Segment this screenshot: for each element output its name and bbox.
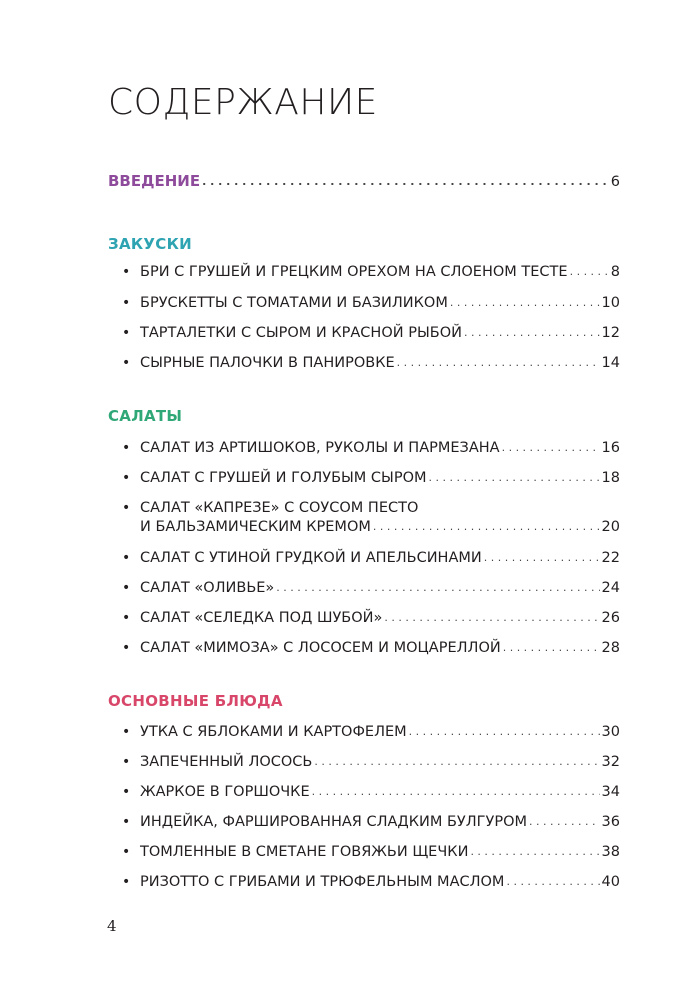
- toc-entry-label: ТАРТАЛЕТКИ С СЫРОМ И КРАСНОЙ РЫБОЙ: [140, 325, 462, 341]
- toc-page-number: 24: [601, 580, 620, 596]
- toc-entry-label: САЛАТ «ОЛИВЬЕ»: [140, 580, 275, 596]
- toc-page-number: 22: [601, 550, 620, 566]
- leader-dots: [409, 723, 600, 740]
- leader-dots: [529, 813, 600, 830]
- toc-entry-label: САЛАТ «СЕЛЕДКА ПОД ШУБОЙ»: [140, 610, 383, 626]
- toc-page-number: 12: [601, 325, 620, 341]
- toc-entry[interactable]: [140, 610, 620, 627]
- leader-dots: [373, 518, 600, 535]
- leader-dots: [384, 609, 599, 626]
- bullet: •: [122, 640, 131, 656]
- toc-page-number: 16: [601, 440, 620, 456]
- section-heading-mains: ОСНОВНЫЕ БЛЮДА: [108, 692, 283, 710]
- toc-entry[interactable]: [140, 325, 620, 342]
- leader-dots: [470, 843, 599, 860]
- toc-entry[interactable]: [140, 754, 620, 771]
- toc-entry[interactable]: [140, 844, 620, 861]
- toc-page-number: 18: [601, 470, 620, 486]
- bullet: •: [122, 440, 131, 456]
- toc-intro-label: ВВЕДЕНИЕ: [108, 172, 201, 190]
- toc-entry[interactable]: [140, 295, 620, 312]
- leader-dots: [570, 263, 609, 280]
- leader-dots: [276, 579, 599, 596]
- leader-dots: [397, 354, 600, 371]
- toc-entry-label: САЛАТ «МИМОЗА» С ЛОСОСЕМ И МОЦАРЕЛЛОЙ: [140, 640, 501, 656]
- bullet: •: [122, 844, 131, 860]
- toc-entry-label: ТОМЛЕННЫЕ В СМЕТАНЕ ГОВЯЖЬИ ЩЕЧКИ: [140, 844, 469, 860]
- toc-entry-label: РИЗОТТО С ГРИБАМИ И ТРЮФЕЛЬНЫМ МАСЛОМ: [140, 874, 505, 890]
- toc-entry[interactable]: [140, 580, 620, 597]
- bullet: •: [122, 784, 131, 800]
- toc-entry-intro[interactable]: [108, 173, 620, 191]
- leader-dots: [450, 294, 600, 311]
- leader-dots: [429, 469, 600, 486]
- toc-entry[interactable]: [140, 264, 620, 281]
- bullet: •: [122, 874, 131, 890]
- section-heading-salads: САЛАТЫ: [108, 407, 183, 425]
- bullet: •: [122, 295, 131, 311]
- bullet: •: [122, 325, 131, 341]
- toc-entry-label: ИНДЕЙКА, ФАРШИРОВАННАЯ СЛАДКИМ БУЛГУРОМ: [140, 814, 528, 830]
- toc-entry[interactable]: [140, 874, 620, 891]
- bullet: •: [122, 754, 131, 770]
- toc-page-number: 36: [601, 814, 620, 830]
- toc-entry-label: И БАЛЬЗАМИЧЕСКИМ КРЕМОМ: [140, 519, 371, 535]
- toc-entry-label: САЛАТ С УТИНОЙ ГРУДКОЙ И АПЕЛЬСИНАМИ: [140, 550, 482, 566]
- toc-entry-label: САЛАТ С ГРУШЕЙ И ГОЛУБЫМ СЫРОМ: [140, 470, 427, 486]
- toc-page-number: 40: [601, 874, 620, 890]
- toc-entry[interactable]: [140, 784, 620, 801]
- toc-entry-label: САЛАТ ИЗ АРТИШОКОВ, РУКОЛЫ И ПАРМЕЗАНА: [140, 440, 500, 456]
- toc-entry-label: БРУСКЕТТЫ С ТОМАТАМИ И БАЗИЛИКОМ: [140, 295, 448, 311]
- toc-entry[interactable]: [140, 519, 620, 536]
- toc-entry-label-line1[interactable]: САЛАТ «КАПРЕЗЕ» С СОУСОМ ПЕСТО: [140, 500, 419, 516]
- toc-page-number: 8: [610, 264, 620, 280]
- toc-entry-label: ЖАРКОЕ В ГОРШОЧКЕ: [140, 784, 310, 800]
- toc-entry[interactable]: [140, 440, 620, 457]
- toc-page-number: 30: [601, 724, 620, 740]
- toc-page-number: 28: [601, 640, 620, 656]
- bullet: •: [122, 264, 131, 280]
- bullet: •: [122, 500, 131, 516]
- toc-entry-label: БРИ С ГРУШЕЙ И ГРЕЦКИМ ОРЕХОМ НА СЛОЕНОМ ТЕСТЕ: [140, 264, 568, 280]
- toc-entry-label: СЫРНЫЕ ПАЛОЧКИ В ПАНИРОВКЕ: [140, 355, 395, 371]
- bullet: •: [122, 724, 131, 740]
- bullet: •: [122, 610, 131, 626]
- bullet: •: [122, 814, 131, 830]
- page-title: СОДЕРЖАНИЕ: [108, 82, 378, 123]
- toc-entry[interactable]: [140, 724, 620, 741]
- leader-dots: [484, 549, 600, 566]
- bullet: •: [122, 355, 131, 371]
- bullet: •: [122, 580, 131, 596]
- toc-page-number: 38: [601, 844, 620, 860]
- bullet: •: [122, 470, 131, 486]
- toc-entry[interactable]: [140, 470, 620, 487]
- leader-dots: [312, 783, 600, 800]
- toc-page-number: 26: [601, 610, 620, 626]
- bullet: •: [122, 550, 131, 566]
- toc-entry[interactable]: [140, 550, 620, 567]
- leader-dots: [506, 873, 599, 890]
- page-number: 4: [107, 917, 117, 935]
- toc-entry[interactable]: [140, 640, 620, 657]
- toc-entry-label: УТКА С ЯБЛОКАМИ И КАРТОФЕЛЕМ: [140, 724, 407, 740]
- section-heading-snacks: ЗАКУСКИ: [108, 235, 193, 253]
- toc-page-number: 20: [601, 519, 620, 535]
- leader-dots: [202, 173, 609, 190]
- toc-entry[interactable]: [140, 355, 620, 372]
- toc-page-number: 34: [601, 784, 620, 800]
- toc-page-number: 10: [601, 295, 620, 311]
- toc-entry-label: ЗАПЕЧЕННЫЙ ЛОСОСЬ: [140, 754, 313, 770]
- toc-page-number: 14: [601, 355, 620, 371]
- leader-dots: [503, 639, 600, 656]
- leader-dots: [502, 439, 600, 456]
- toc-entry[interactable]: [140, 814, 620, 831]
- toc-page-number: 6: [610, 174, 620, 190]
- toc-page-number: 32: [601, 754, 620, 770]
- leader-dots: [464, 324, 600, 341]
- leader-dots: [314, 753, 599, 770]
